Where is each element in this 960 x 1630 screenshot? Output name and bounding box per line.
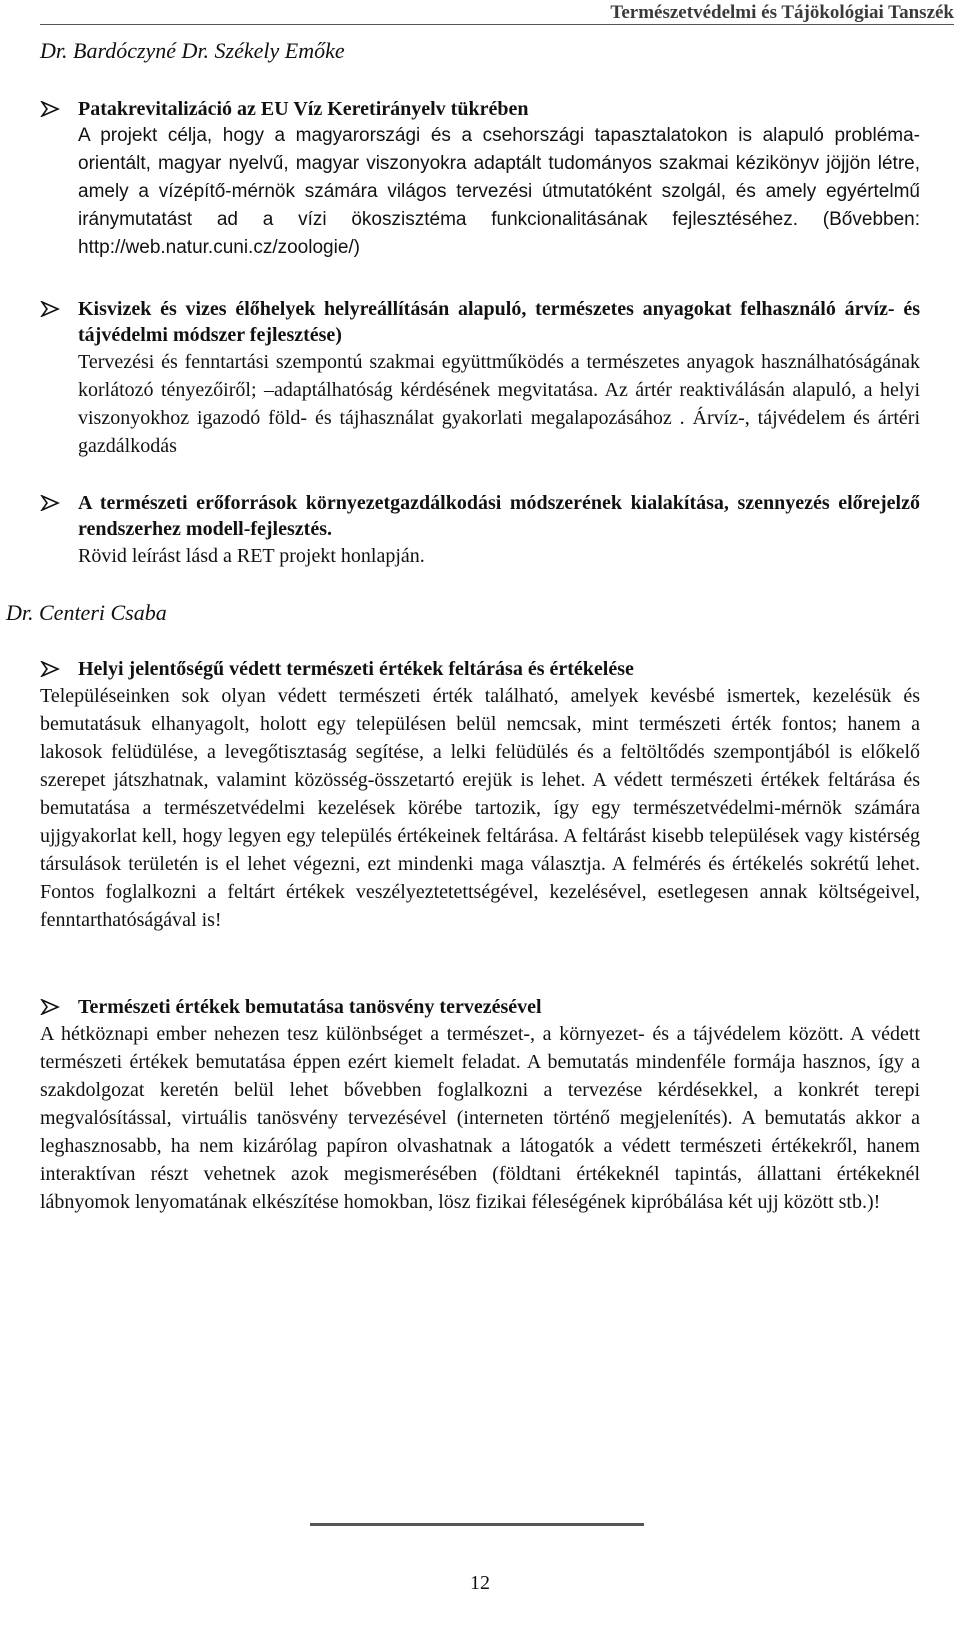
project-section	[40, 296, 920, 460]
arrow-bullet-icon	[40, 296, 62, 322]
author-name: Dr. Bardóczyné Dr. Székely Emőke	[40, 38, 345, 63]
footer-rule	[310, 1523, 644, 1526]
project-section	[40, 994, 920, 1216]
project-description: Tervezési és fenntartási szempontú szakmai együttműködés a természetes anyagok használhatóságának korlátozó tényezőiről; –adaptálhatóság kérdésének megvitatása. Az ártér reaktiválásán alapuló, a helyi viszonyokhoz igazodó föld- és tájhasználat gyakorlati megalapozásához . Árvíz-, tájvédelem és ártéri gazdálkodás	[78, 351, 920, 457]
project-description: Településeinken sok olyan védett természeti érték található, amelyek kevésbé ismertek, kezelésük és bemutatásuk elhanyagolt, holott egy településen belül nemcsak, mint természeti érték fontos; hanem a lakosok felüdülése, a levegőtisztaság segítése, a lelki felüdülés és a feltöltődés szempontjából is előkelő szerepet játszhatnak, valamint közösség-összetartó erejük is lehet. A védett természeti értékek feltárása és bemutatása a természetvédelmi kezelések körébe tartozik, így egy természetvédelmi-mérnök számára ujjgyakorlat kell, hogy legyen egy település értékeinek feltárása. A feltárást kisebb települések vagy kistérség társulások területén is el lehet végezni, ezt mindenki maga választja. A felmérés és értékelés sokrétű lehet. Fontos foglalkozni a feltárt értékek veszélyeztetettségével, kezelésével, esetlegesen annak költségeivel, fenntarthatóságával is!	[40, 685, 920, 931]
arrow-bullet-icon	[40, 656, 62, 682]
project-title-text: Patakrevitalizáció az EU Víz Keretirányelv tükrében	[78, 98, 529, 120]
project-title	[40, 490, 920, 542]
author-name: Dr. Centeri Csaba	[6, 600, 167, 625]
project-section	[40, 490, 920, 570]
arrow-bullet-icon	[40, 96, 62, 122]
project-description: A hétköznapi ember nehezen tesz különbséget a természet-, a környezet- és a tájvédelem között. A védett természeti értékek bemutatása éppen ezért kiemelt feladat. A bemutatás mindenféle formája hasznos, így a szakdolgozat keretén belül lehet bővebben foglalkozni a tervezése kérdésekkel, a konkrét terepi megvalósítással, virtuális tanösvény tervezésével (interneten történő megjelenítés). A bemutatás akkor a leghasznosabb, ha nem kizárólag papíron olvashatnak a látogatók a védett természeti értékekről, hanem interaktívan részt vehetnek azok megismerésében (földtani értékeknél tapintás, állattani értékeknél lábnyomok lenyomatának elkészítése homokban, lösz fizikai féleségének kipróbálása két ujj között stb.)!	[40, 1023, 920, 1213]
project-description	[40, 122, 920, 262]
project-title-text: Kisvizek és vizes élőhelyek helyreállításán alapuló, természetes anyagokat felhasználó árvíz- és tájvédelmi módszer fejlesztése)	[78, 298, 920, 346]
project-title-text: Helyi jelentőségű védett természeti értékek feltárása és értékelése	[78, 658, 634, 680]
department-header: Természetvédelmi és Tájökológiai Tanszék	[610, 2, 954, 23]
project-title	[40, 994, 920, 1020]
project-title	[40, 656, 920, 682]
arrow-bullet-icon	[40, 994, 62, 1020]
project-title	[40, 96, 920, 122]
arrow-bullet-icon	[40, 490, 62, 516]
page-number: 12	[470, 1572, 490, 1594]
project-section	[40, 656, 920, 934]
project-title	[40, 296, 920, 348]
project-title-text: A természeti erőforrások környezetgazdálkodási módszerének kialakítása, szennyezés előrejelző rendszerhez modell-fejlesztés.	[78, 492, 920, 540]
project-description: Rövid leírást lásd a RET projekt honlapján.	[78, 545, 425, 567]
project-link[interactable]: (Bővebben: http://web.natur.cuni.cz/zoologie/)	[78, 209, 920, 258]
project-description-text: A projekt célja, hogy a magyarországi és a csehországi tapasztalatokon is alapuló probléma-orientált, magyar nyelvű, magyar viszonyokra adaptált tudományos szakmai kézikönyv jöjjön létre, amely a vízépítő-mérnök számára világos tervezési útmutatóként szolgál, és amely egyértelmű iránymutatást ad a vízi ökoszisztéma funkcionalitásának fejlesztéséhez.	[78, 125, 920, 230]
project-section	[40, 96, 920, 262]
header-rule	[40, 24, 954, 25]
project-title-text: Természeti értékek bemutatása tanösvény tervezésével	[78, 996, 542, 1018]
